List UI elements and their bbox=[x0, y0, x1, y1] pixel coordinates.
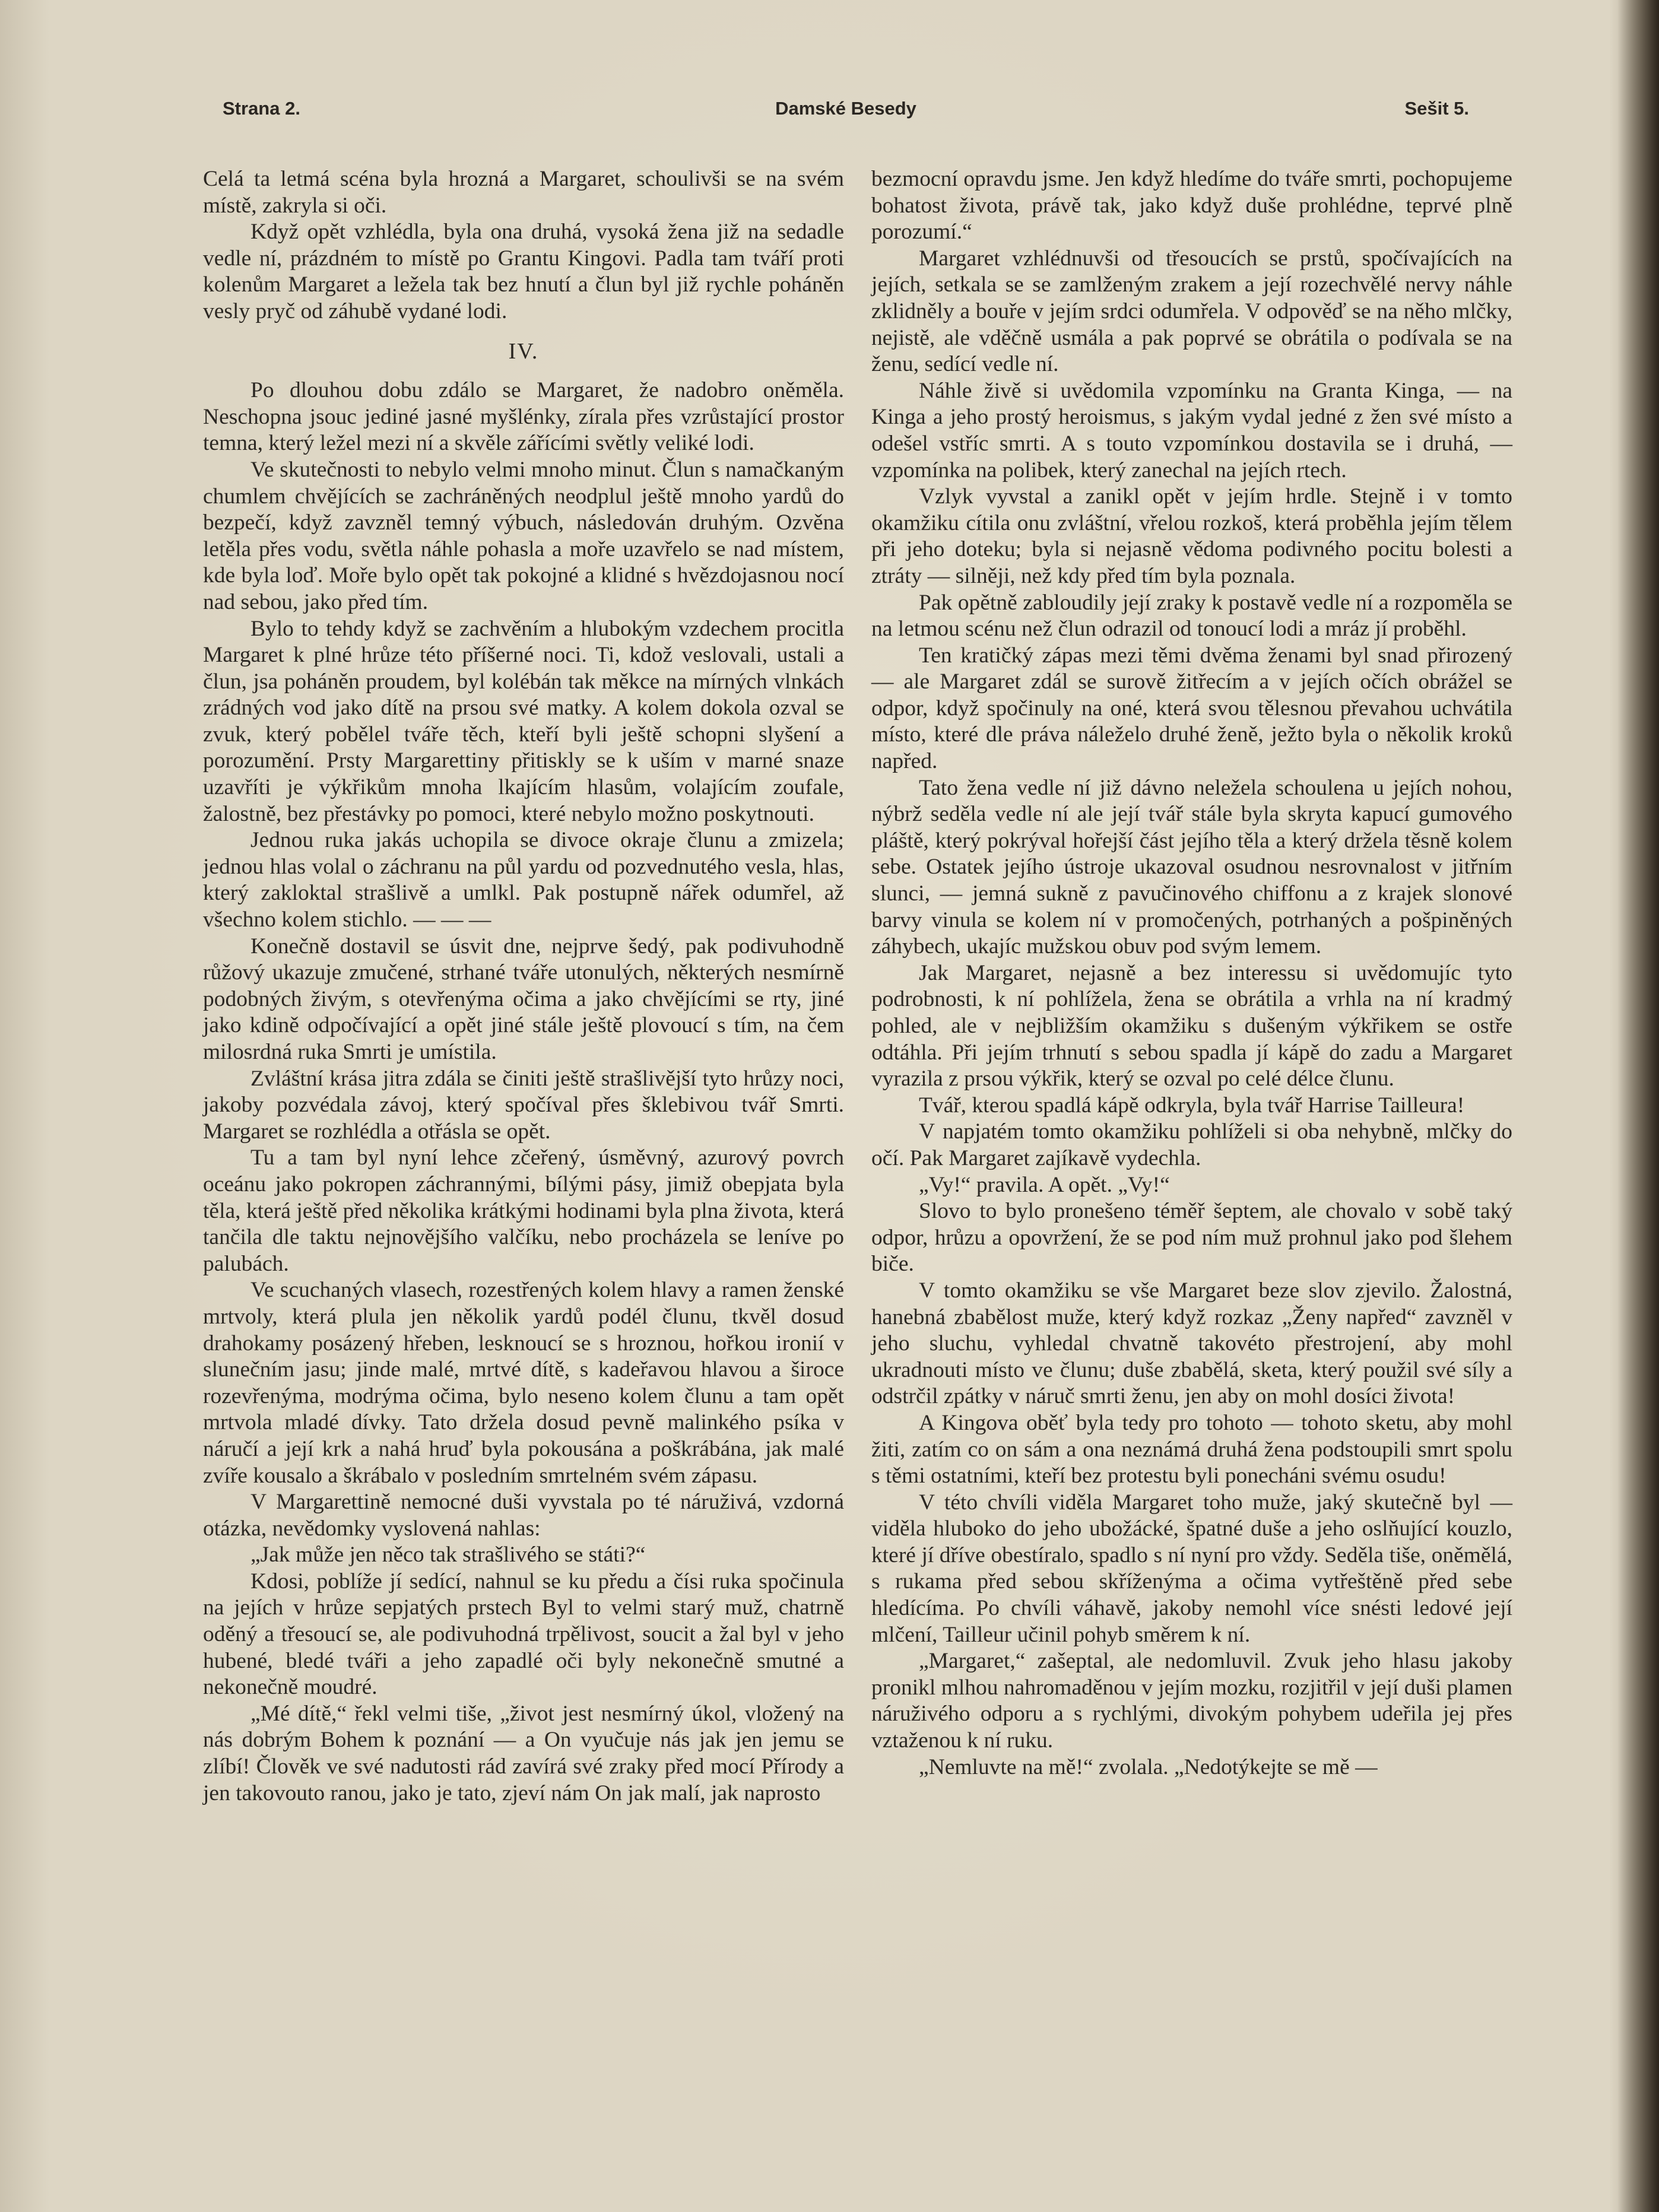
paragraph: Konečně dostavil se úsvit dne, nejprve šedý, pak podivuhodně růžový ukazuje zmučené, strhané tváře utonulých, některých nesmírně podobných živým, s otevřenýma očima a jako chvějícími se rty, jiné jako kdině odpočívající a opět jiné stále ještě plovoucí s tím, na čem milosrdná ruka Smrti je umístila. bbox=[203, 934, 844, 1064]
issue-label: Sešit 5. bbox=[1404, 98, 1469, 119]
paragraph: Jak Margaret, nejasně a bez interessu si uvědomujíc tyto podrobnosti, k ní pohlížela, žena se obrátila a vrhla na ní kradmý pohled, ale v nejbližším okamžiku s dušeným výkřikem se ostře odtáhla. Při jejím trhnutí s sebou spadla jí kápě do zadu a Margaret vyrazila z prsou výkřik, který se ozval po celé délce člunu. bbox=[871, 960, 1512, 1091]
paragraph: V tomto okamžiku se vše Margaret beze slov zjevilo. Žalostná, hanebná zbabělost muže, který když rozkaz „Ženy napřed“ zavzněl v jeho sluchu, vyhledal chvatně takovéto přestrojení, aby mohl ukradnouti místo ve člunu; duše zbabělá, sketa, který použil své síly a odstrčil zpátky v náruč smrti ženu, jen aby on mohl dosíci života! bbox=[871, 1278, 1512, 1409]
paragraph: „Vy!“ pravila. A opět. „Vy!“ bbox=[919, 1172, 1170, 1197]
paragraph: Když opět vzhlédla, byla ona druhá, vysoká žena již na sedadle vedle ní, prázdném to místě po Grantu Kingovi. Padla tam tváří proti kolenům Margaret a ležela tak bez hnutí a člun byl již rychle poháněn vesly pryč od záhubě vydané lodi. bbox=[203, 220, 844, 323]
right-text-column bbox=[871, 166, 1512, 1781]
paragraph: „Mé dítě,“ řekl velmi tiše, „život jest nesmírný úkol, vložený na nás dobrým Bohem k poznání — a On vyučuje nás jak jen jemu se zlíbí! Člověk ve své nadutosti rád zavírá své zraky před mocí Přírody a jen takovouto ranou, jako je tato, zjeví nám On jak malí, jak naprosto bbox=[203, 1701, 844, 1805]
paragraph: Tato žena vedle ní již dávno neležela schoulena u jejích nohou, nýbrž seděla vedle ní ale její tvář stále byla skryta kapucí gumového pláště, který pokrýval hořejší část jejího těla a který držela těsně kolem sebe. Ostatek jejího ústroje ukazoval osudnou nesrovnalost v jitřním slunci, — jemná sukně z pavučinového chiffonu a z krajek slonové barvy vinula se kolem ní v promočených, potrhaných a pošpiněných záhybech, ukajíc mužskou obuv pod svým lemem. bbox=[871, 775, 1512, 959]
paragraph: A Kingova oběť byla tedy pro tohoto — tohoto sketu, aby mohl žiti, zatím co on sám a ona neznámá druhá žena podstoupili smrt spolu s těmi ostatními, kteří bez protestu byli ponecháni svému osudu! bbox=[871, 1410, 1512, 1489]
page-number-label: Strana 2. bbox=[223, 98, 300, 119]
paragraph: Slovo to bylo pronešeno téměř šeptem, ale chovalo v sobě taký odpor, hrůzu a opovržení, že se pod ním muž prohnul jako pod šlehem biče. bbox=[871, 1199, 1512, 1277]
paragraph: „Margaret,“ zašeptal, ale nedomluvil. Zvuk jeho hlasu jakoby pronikl mlhou nahromaděnou v jejím mozku, rozjitřil v její duši plamen náruživého odporu a s rychlými, divokým pohybem udeřila jej přes vztaženou k ní ruku. bbox=[871, 1649, 1513, 1753]
paragraph: Kdosi, poblíže jí sedící, nahnul se ku předu a čísi ruka spočinula na jejích v hrůze sepjatých prstech Byl to velmi starý muž, chatrně oděný a třesoucí se, ale podivuhodná trpělivost, soucit a žal byl v jeho hubené, bledé tváři a jeho zapadlé oči byly nekonečně smutné a nekonečně moudré. bbox=[203, 1569, 844, 1700]
paragraph: Vzlyk vyvstal a zanikl opět v jejím hrdle. Stejně i v tomto okamžiku cítila onu zvláštní, vřelou rozkoš, která proběhla jejím tělem při jeho doteku; byla si nejasně vědoma podivného pocitu bolesti a ztráty — silněji, než kdy před tím byla poznala. bbox=[871, 484, 1512, 588]
paragraph: V napjatém tomto okamžiku pohlíželi si oba nehybně, mlčky do očí. Pak Margaret zajíkavě vydechla. bbox=[871, 1119, 1512, 1170]
page-binding-shadow bbox=[1617, 0, 1659, 2212]
paragraph: Ve scuchaných vlasech, rozestřených kolem hlavy a ramen ženské mrtvoly, která plula jen několik yardů podél člunu, tkvěl dosud drahokamy posázený hřeben, lesknoucí se s hroznou, hořkou ironií v slunečním jasu; jinde malé, mrtvé dítě, s kadeřavou hlavou a široce rozevřenýma, modrýma očima, bylo neseno kolem člunu a tam opět mrtvola mladé dívky. Tato držela dosud pevně malinkého psíka v náručí a její krk a nahá hruď byla pokousána a poškrábána, jak malé zvíře kousalo a škrábalo v posledním smrtelném svém zápasu. bbox=[203, 1278, 844, 1488]
paragraph: Tu a tam byl nyní lehce zčeřený, úsměvný, azurový povrch oceánu jako pokropen záchrannými, bílými pásy, jimiž obepjata byla těla, která ještě před několika krátkými hodinami byla plna života, která tančila dle taktu nejnovějšího valčíku, nebo procházela se leníve po palubách. bbox=[203, 1145, 844, 1276]
paragraph: Pak opětně zabloudily její zraky k postavě vedle ní a rozpoměla se na letmou scénu než člun odrazil od tonoucí lodi a mráz jí proběhl. bbox=[871, 590, 1512, 642]
running-header bbox=[223, 98, 1469, 134]
paragraph: Bylo to tehdy když se zachvěním a hlubokým vzdechem procitla Margaret k plné hrůze této příšerné noci. Ti, kdož veslovali, ustali a člun, jsa poháněn proudem, byl kolébán tak měkce na mírných vlnkách zrádných vod jako dítě na prsou své matky. A kolem dokola ozval se zvuk, který pobělel tváře těch, kteří byli ještě schopni slyšení a porozumění. Prsty Margarettiny přitiskly se k uším v marné snaze uzavříti je výkřikům mnoha lkajícím hlasům, volajícím zoufale, žalostně, bez přestávky po pomoci, které nebylo možno poskytnouti. bbox=[203, 616, 844, 826]
paragraph: „Nemluvte na mě!“ zvolala. „Nedotýkejte se mě — bbox=[919, 1754, 1378, 1779]
paragraph: Celá ta letmá scéna byla hrozná a Margaret, schoulivši se na svém místě, zakryla si oči. bbox=[203, 167, 844, 218]
paragraph: Margaret vzhlédnuvši od třesoucích se prstů, spočívajících na jejích, setkala se se zamlženým zrakem a její rozechvělé nervy náhle zklidněly a bouře v jejím srdci odumřela. V odpověď se na něho mlčky, nejistě, ale vděčně usmála a pak poprvé se obrátila o podívala se na ženu, sedící vedle ní. bbox=[871, 246, 1512, 377]
paragraph-continuation: bezmocní opravdu jsme. Jen když hledíme do tváře smrti, pochopujeme bohatost života, právě tak, jako když duše prohlédne, teprvé plně porozumí.“ bbox=[871, 167, 1512, 245]
paragraph: Ten kratičký zápas mezi těmi dvěma ženami byl snad přirozený — ale Margaret zdál se surově žitřecím a v jejích očích obrážel se odpor, když spočinuly na oné, která svou tělesnou převahou uchvátila místo, které dle práva náleželo druhé ženě, ježto byla o několik kroků napřed. bbox=[871, 643, 1512, 774]
paragraph: Ve skutečnosti to nebylo velmi mnoho minut. Člun s namačkaným chumlem chvějících se zachráněných neodplul ještě mnoho yardů do bezpečí, když zavzněl temný výbuch, následován druhým. Ozvěna letěla přes vodu, světla náhle pohasla a moře uzavřelo se nad místem, kde byla loď. Moře bylo opět tak pokojné a klidné s hvězdojasnou nocí nad sebou, jako před tím. bbox=[203, 457, 844, 614]
paragraph: V Margarettině nemocné duši vyvstala po té náruživá, vzdorná otázka, nevědomky vyslovená nahlas: bbox=[203, 1490, 844, 1541]
left-text-column bbox=[203, 166, 844, 1807]
paragraph: Tvář, kterou spadlá kápě odkryla, byla tvář Harrise Tailleura! bbox=[919, 1093, 1465, 1118]
paragraph: Po dlouhou dobu zdálo se Margaret, že nadobro oněměla. Neschopna jsouc jediné jasné myšlénky, zírala přes vzrůstající prostor temna, který ležel mezi ní a skvěle zářícími světly veliké lodi. bbox=[203, 378, 844, 456]
paragraph: Náhle živě si uvědomila vzpomínku na Granta Kinga, — na Kinga a jeho prostý heroismus, s jakým vydal jedné z žen své místo a odešel vstříc smrti. A s touto vzpomínkou dostavila se i druhá, — vzpomínka na polibek, který zanechal na jejích rtech. bbox=[871, 378, 1512, 483]
section-heading: IV. bbox=[508, 338, 539, 364]
paragraph: Zvláštní krása jitra zdála se činiti ještě strašlivější tyto hrůzy noci, jakoby pozvédala závoj, který spočíval přes šklebivou tvář Smrti. Margaret se rozhlédla a otřásla se opět. bbox=[203, 1066, 844, 1144]
paragraph: Jednou ruka jakás uchopila se divoce okraje člunu a zmizela; jednou hlas volal o záchranu na půl yardu od pozvednutého vesla, hlas, který zakloktal strašlivě a umlkl. Pak postupně nářek odumřel, až všechno kolem stichlo. — — — bbox=[203, 828, 844, 932]
paragraph: V této chvíli viděla Margaret toho muže, jaký skutečně byl — viděla hluboko do jeho ubožácké, špatné duše a jeho oslňující kouzlo, které jí dříve obestíralo, spadlo s ní nyní pro vždy. Seděla tiše, oněmělá, s rukama před sebou skříženýma a očima vytřeštěně před sebe hledícíma. Po chvíli váhavě, jakoby nemohl více snésti ledové její mlčení, Tailleur učinil pohyb směrem k ní. bbox=[871, 1490, 1512, 1647]
magazine-title: Damské Besedy bbox=[775, 98, 916, 119]
paragraph: „Jak může jen něco tak strašlivého se státi?“ bbox=[250, 1543, 646, 1567]
